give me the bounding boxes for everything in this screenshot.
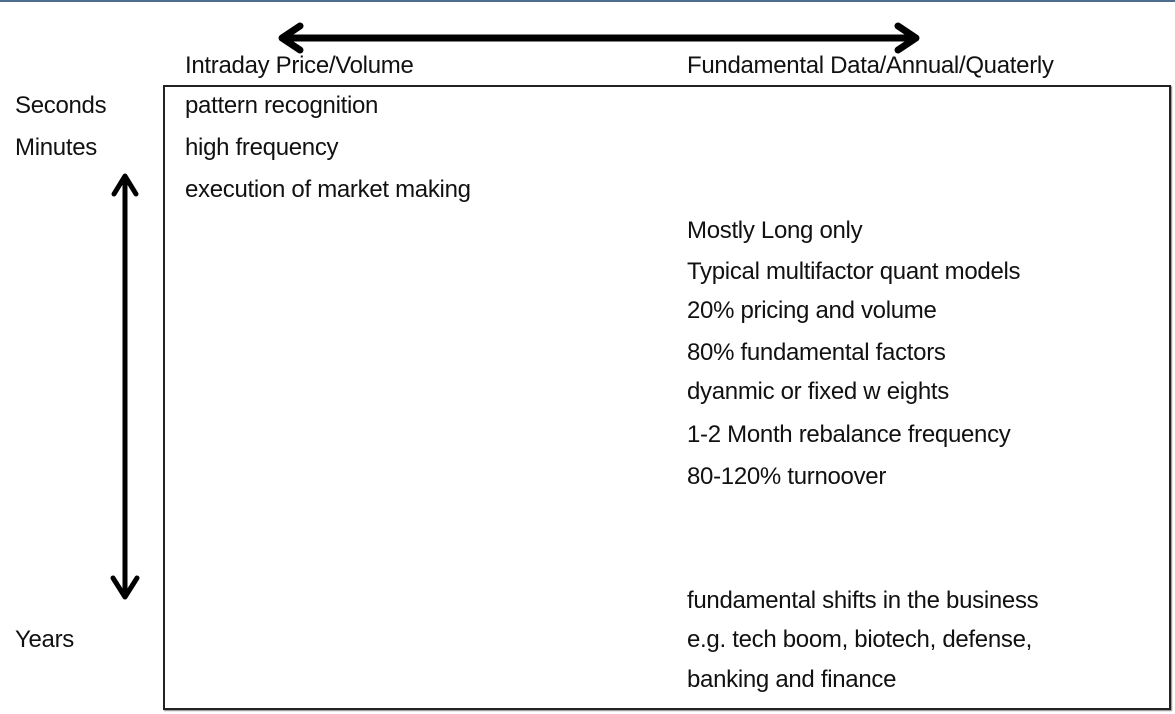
x-axis-left-label: Intraday Price/Volume bbox=[185, 52, 414, 79]
list-item: Mostly Long only bbox=[687, 217, 863, 244]
y-axis-label-years: Years bbox=[15, 626, 74, 653]
list-item: 80-120% turnoover bbox=[687, 463, 887, 490]
x-axis-right-label: Fundamental Data/Annual/Quaterly bbox=[687, 52, 1054, 79]
y-axis-label-minutes: Minutes bbox=[15, 134, 97, 161]
list-item: banking and finance bbox=[687, 666, 897, 693]
list-item: execution of market making bbox=[185, 176, 471, 203]
vertical-double-arrow-icon bbox=[113, 176, 137, 597]
list-item: e.g. tech boom, biotech, defense, bbox=[687, 626, 1033, 653]
list-item: 80% fundamental factors bbox=[687, 339, 946, 366]
list-item: fundamental shifts in the business bbox=[687, 587, 1039, 614]
list-item: pattern recognition bbox=[185, 92, 379, 119]
list-item: Typical multifactor quant models bbox=[687, 258, 1021, 285]
list-item: 1-2 Month rebalance frequency bbox=[687, 421, 1011, 448]
y-axis-label-seconds: Seconds bbox=[15, 92, 107, 119]
list-item: 20% pricing and volume bbox=[687, 297, 937, 324]
horizontal-double-arrow-icon bbox=[282, 26, 916, 50]
list-item: high frequency bbox=[185, 134, 339, 161]
list-item: dyanmic or fixed w eights bbox=[687, 378, 949, 405]
